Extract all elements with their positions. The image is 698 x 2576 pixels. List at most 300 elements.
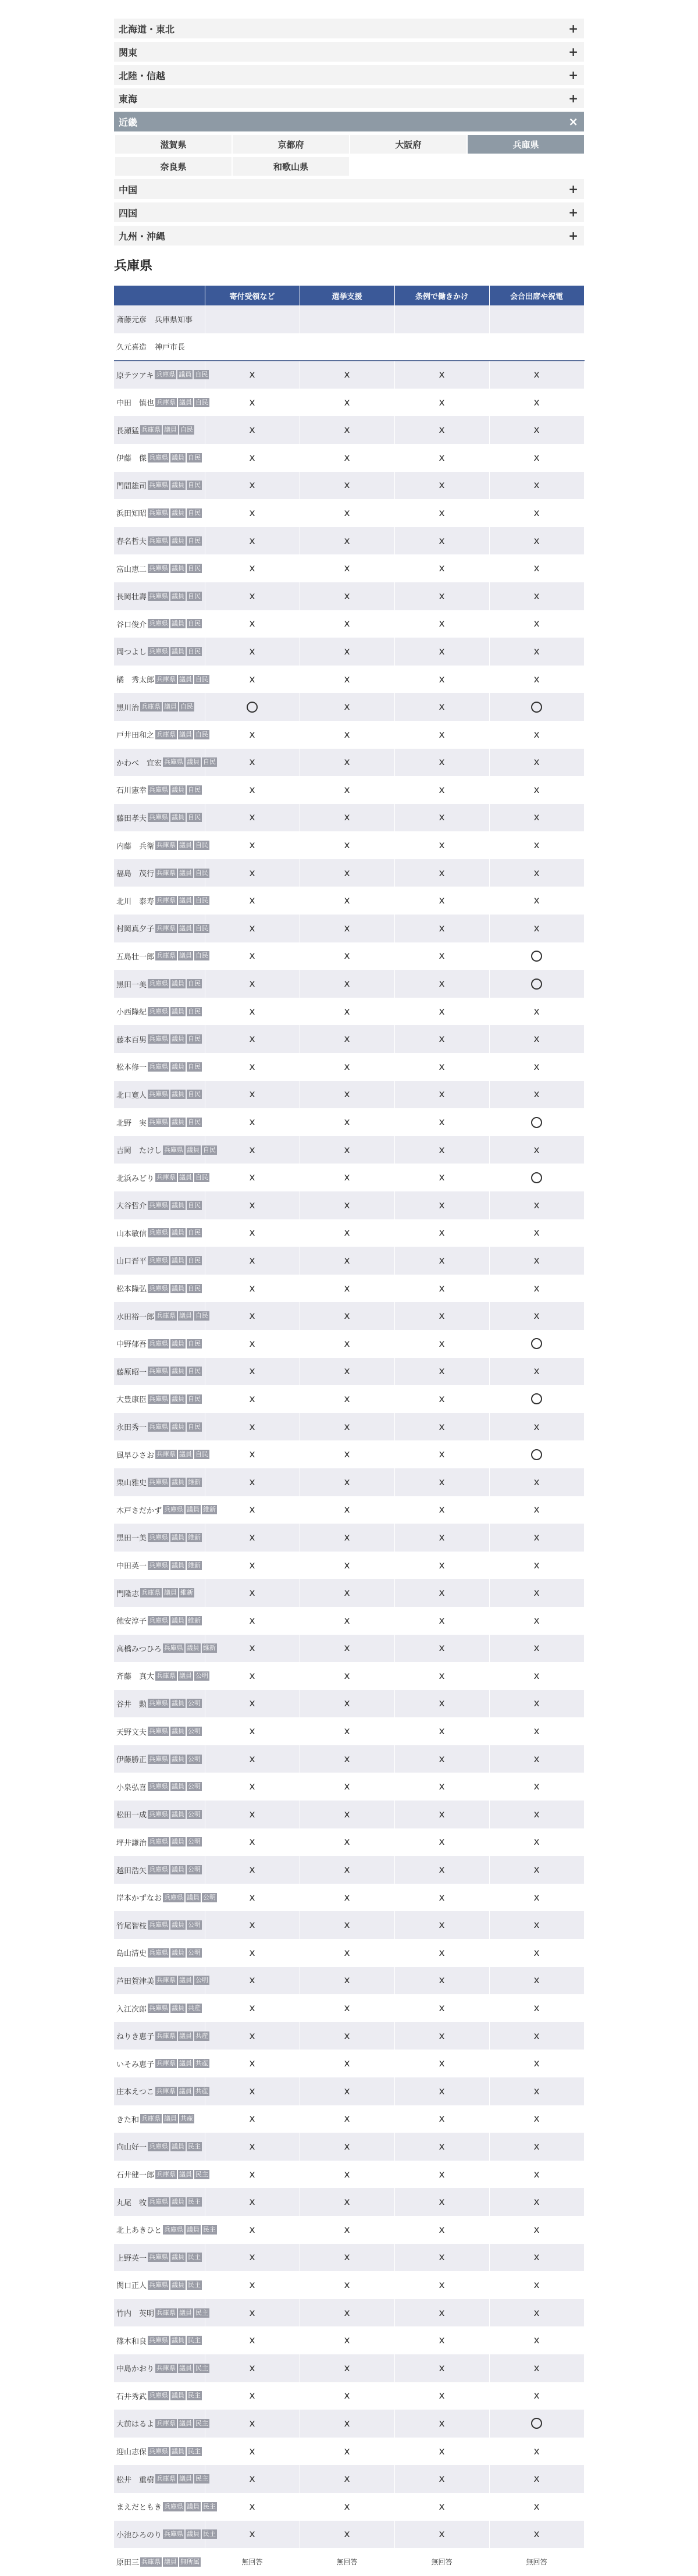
politician-cell	[114, 1552, 205, 1579]
mark-cell	[489, 333, 584, 361]
mark-cell	[489, 2188, 584, 2216]
circle-mark-icon	[531, 1338, 542, 1349]
region-item[interactable]	[114, 65, 584, 85]
cross-mark-icon: x	[533, 922, 540, 934]
mark-cell	[205, 1690, 300, 1718]
affiliation-tag: 議員	[172, 980, 185, 988]
mark-cell	[489, 915, 584, 942]
cross-mark-icon: x	[439, 1449, 445, 1461]
politician-name: 中田 慎也	[116, 399, 155, 408]
politician-name: 山本敏信	[116, 1229, 147, 1239]
mark-cell	[489, 1690, 584, 1718]
mark-cell	[489, 2299, 584, 2327]
affiliation-tag: 兵庫県	[149, 980, 169, 988]
mark-cell	[489, 554, 584, 582]
table-row	[114, 2382, 584, 2410]
table-row	[114, 1496, 584, 1524]
mark-cell	[489, 1579, 584, 1607]
politician-name: 石井秀武	[116, 2392, 147, 2401]
cross-mark-icon: x	[439, 1531, 445, 1543]
cross-mark-icon: x	[439, 839, 445, 852]
politician-name-group	[116, 1809, 202, 1820]
prefecture-item[interactable]: 滋賀県	[115, 135, 232, 154]
cross-mark-icon: x	[249, 1061, 255, 1073]
politician-name-group	[116, 1670, 209, 1681]
affiliation-tag: 議員	[172, 1256, 185, 1264]
cross-mark-icon: x	[249, 1476, 255, 1488]
affiliation-tag: 兵庫県	[149, 2198, 169, 2206]
cross-mark-icon: x	[344, 784, 350, 796]
cross-mark-icon: x	[344, 728, 350, 741]
affiliation-tag: 自民	[188, 592, 201, 600]
affiliation-tag: 兵庫県	[149, 1367, 169, 1375]
cross-mark-icon: x	[249, 1614, 255, 1627]
mark-cell	[300, 2410, 394, 2438]
cross-mark-icon: x	[249, 1919, 255, 1931]
politician-name-group	[116, 2529, 217, 2540]
affiliation-tag: 兵庫県	[141, 426, 161, 434]
politician-name: 大前はるよ	[116, 2420, 155, 2429]
politician-name: 原田三	[116, 2559, 140, 2568]
affiliation-tag: 議員	[172, 1699, 185, 1707]
affiliation-tag: 民主	[188, 2142, 201, 2150]
affiliation-tag: 議員	[172, 1948, 185, 1956]
mark-cell	[205, 444, 300, 472]
mark-cell	[489, 1884, 584, 1912]
affiliation-tag: 議員	[179, 1671, 193, 1680]
affiliation-tag: 兵庫県	[156, 1671, 176, 1680]
cross-mark-icon: x	[249, 1974, 255, 1987]
mark-cell	[489, 1385, 584, 1413]
affiliation-tag: 兵庫県	[149, 592, 169, 600]
politician-name: 斎藤元彦	[116, 316, 147, 325]
politician-cell	[114, 444, 205, 472]
cross-mark-icon: x	[439, 1919, 445, 1931]
cross-mark-icon: x	[344, 1061, 350, 1073]
mark-cell	[489, 1275, 584, 1303]
affiliation-tag: 議員	[172, 1284, 185, 1292]
cross-mark-icon: x	[439, 1144, 445, 1156]
politician-name: 徳安淳子	[116, 1617, 147, 1627]
table-row	[114, 444, 584, 472]
politician-name-group	[116, 1920, 202, 1931]
cross-mark-icon: x	[344, 1088, 350, 1101]
affiliation-tag: 議員	[172, 1838, 185, 1846]
mark-cell	[489, 2050, 584, 2077]
cross-mark-icon: x	[249, 1559, 255, 1571]
mark-cell	[489, 1081, 584, 1109]
circle-mark-icon	[531, 1117, 542, 1128]
politician-name: 伊藤勝正	[116, 1756, 147, 1765]
affiliation-tag: 兵庫県	[149, 536, 169, 545]
affiliation-tag: 民主	[188, 2253, 201, 2261]
cross-mark-icon: x	[344, 2140, 350, 2152]
politician-cell	[114, 2493, 216, 2521]
prefecture-item[interactable]: 大阪府	[350, 135, 466, 154]
affiliation-tag: 議員	[172, 508, 185, 517]
mark-cell	[394, 804, 489, 832]
mark-cell	[300, 1164, 394, 1191]
mark-cell	[300, 2133, 394, 2161]
mark-cell	[394, 1496, 489, 1524]
mark-cell	[394, 2438, 489, 2465]
politician-name: 入江次郎	[116, 2005, 147, 2014]
mark-cell	[489, 2382, 584, 2410]
mark-cell	[489, 416, 584, 444]
politician-name-group	[116, 535, 202, 546]
cross-mark-icon: x	[249, 2528, 255, 2541]
mark-cell	[205, 1302, 300, 1330]
politician-name-group	[116, 1006, 202, 1017]
mark-cell	[489, 2548, 584, 2576]
cross-mark-icon: x	[439, 396, 445, 408]
cross-mark-icon: x	[533, 895, 540, 907]
mark-cell	[394, 1275, 489, 1303]
cross-mark-icon: x	[344, 1365, 350, 1378]
mark-cell	[300, 693, 394, 721]
affiliation-tag: 兵庫県	[156, 2170, 176, 2178]
politician-name: 越田浩矢	[116, 1866, 147, 1876]
affiliation-tag: 議員	[179, 924, 193, 932]
cross-mark-icon: x	[533, 2168, 540, 2180]
politician-name-group	[116, 1643, 217, 1654]
affiliation-tag: 兵庫県	[149, 2392, 169, 2400]
mark-cell	[205, 2521, 300, 2549]
affiliation-tag: 自民	[188, 1090, 201, 1098]
politician-name: 伊藤 傑	[116, 454, 147, 464]
cross-mark-icon: x	[344, 1670, 350, 1682]
mark-cell	[394, 942, 489, 970]
mark-cell	[394, 2022, 489, 2050]
cross-mark-icon: x	[439, 1172, 445, 1184]
cross-mark-icon: x	[344, 1559, 350, 1571]
cross-mark-icon: x	[344, 424, 350, 436]
cross-mark-icon: x	[344, 839, 350, 852]
cross-mark-icon: x	[344, 978, 350, 990]
cross-mark-icon: x	[344, 1033, 350, 1045]
cross-mark-icon: x	[344, 1254, 350, 1266]
politician-name-group	[116, 1227, 202, 1239]
prefecture-item[interactable]: 京都府	[233, 135, 349, 154]
mark-cell	[300, 1552, 394, 1579]
mark-cell	[300, 1219, 394, 1247]
mark-cell	[205, 887, 300, 915]
affiliation-tag: 議員	[179, 841, 193, 849]
politician-cell	[114, 472, 205, 500]
table-row	[114, 1967, 584, 1995]
politician-name: 北浜みどり	[116, 1174, 155, 1183]
affiliation-tag: 議員	[187, 1506, 200, 1514]
mark-cell	[394, 970, 489, 998]
table-row	[114, 305, 584, 333]
affiliation-tag: 民主	[195, 2364, 209, 2372]
table-row	[114, 749, 584, 777]
table-row	[114, 1108, 584, 1136]
table-row	[114, 416, 584, 444]
cross-mark-icon: x	[533, 2500, 540, 2513]
mark-cell	[394, 2382, 489, 2410]
prefecture-item[interactable]: 兵庫県	[468, 135, 584, 154]
politician-name: 松本隆弘	[116, 1285, 147, 1294]
mark-cell	[394, 2493, 489, 2521]
mark-cell	[489, 2438, 584, 2465]
cross-mark-icon: x	[344, 2362, 350, 2374]
politician-name: 北川 泰寿	[116, 897, 155, 906]
affiliation-tag: 議員	[172, 1367, 185, 1375]
cross-mark-icon: x	[439, 1337, 445, 1350]
mark-cell	[489, 499, 584, 527]
mark-cell	[300, 1468, 394, 1496]
cross-mark-icon: x	[344, 1144, 350, 1156]
mark-cell	[489, 1635, 584, 1663]
affiliation-tag: 共産	[188, 2004, 201, 2012]
cross-mark-icon: x	[249, 451, 255, 464]
affiliation-tag: 民主	[203, 2502, 216, 2510]
mark-cell	[300, 1773, 394, 1801]
cross-mark-icon: x	[439, 1836, 445, 1848]
politician-name: 迎山志保	[116, 2448, 147, 2457]
affiliation-tag: 共産	[195, 2087, 208, 2095]
prefecture-item[interactable]: 奈良県	[115, 157, 232, 176]
politician-name-group	[116, 1615, 202, 1626]
politician-cell	[114, 693, 205, 721]
table-row	[114, 1773, 584, 1801]
cross-mark-icon: x	[439, 2473, 445, 2485]
cross-mark-icon: x	[249, 396, 255, 408]
table-row	[114, 1302, 584, 1330]
cross-mark-icon: x	[249, 507, 255, 519]
affiliation-tag: 兵庫県	[149, 1256, 169, 1264]
cross-mark-icon: x	[344, 2030, 350, 2042]
mark-cell	[205, 1884, 300, 1912]
mark-cell	[394, 1911, 489, 1939]
politician-name: 門間雄司	[116, 482, 147, 491]
column-header: 寄付受領など	[205, 286, 300, 305]
mark-cell	[300, 1939, 394, 1967]
cross-mark-icon: x	[249, 784, 255, 796]
politician-name: 小西隆紀	[116, 1008, 147, 1017]
cross-mark-icon: x	[533, 2113, 540, 2125]
region-item[interactable]	[114, 42, 584, 62]
affiliation-tag: 自民	[188, 1339, 201, 1347]
cross-mark-icon: x	[344, 2223, 350, 2236]
politician-name: 斉藤 真大	[116, 1673, 155, 1682]
cross-mark-icon: x	[439, 645, 445, 657]
politician-name: 原テツアキ	[116, 371, 154, 380]
politician-name: 高橋みつひろ	[116, 1645, 162, 1654]
mark-cell	[489, 1496, 584, 1524]
mark-cell	[205, 2161, 300, 2189]
mark-cell	[394, 831, 489, 859]
politician-name: 水田裕一郎	[116, 1312, 155, 1322]
mark-cell	[394, 2548, 489, 2576]
mark-cell	[394, 333, 489, 361]
cross-mark-icon: x	[533, 1033, 540, 1045]
politician-cell	[114, 582, 205, 610]
mark-cell	[300, 776, 394, 804]
region-item[interactable]	[114, 19, 584, 38]
cross-mark-icon: x	[439, 2307, 445, 2319]
mark-cell	[394, 638, 489, 666]
cross-mark-icon: x	[533, 2058, 540, 2070]
mark-cell	[205, 804, 300, 832]
cross-mark-icon: x	[533, 1421, 540, 1433]
cross-mark-icon: x	[344, 1504, 350, 1516]
politician-cell	[114, 2465, 209, 2493]
region-list-top	[114, 19, 584, 108]
mark-cell	[394, 416, 489, 444]
cross-mark-icon: x	[533, 2362, 540, 2374]
region-item[interactable]	[114, 179, 584, 199]
table-row	[114, 1801, 584, 1828]
affiliation-tag: 自民	[188, 647, 201, 655]
circle-mark-icon	[531, 951, 542, 962]
cross-mark-icon: x	[439, 1365, 445, 1378]
prefecture-item[interactable]: 和歌山県	[233, 157, 349, 176]
affiliation-tag: 兵庫県	[149, 620, 169, 628]
affiliation-tag: 議員	[172, 481, 185, 489]
cross-mark-icon: x	[439, 1421, 445, 1433]
table-row	[114, 1607, 584, 1635]
affiliation-tag: 兵庫県	[164, 758, 184, 766]
politician-name: 中田英一	[116, 1562, 147, 1571]
politician-name: 松田一成	[116, 1811, 147, 1820]
politician-cell	[114, 1108, 205, 1136]
mark-cell	[205, 915, 300, 942]
politician-name-group	[116, 1865, 202, 1876]
mark-cell	[205, 1828, 300, 1856]
section-title: 兵庫県	[114, 259, 153, 273]
politician-name: 黒田一美	[116, 980, 147, 990]
mark-cell	[489, 1939, 584, 1967]
cross-mark-icon: x	[249, 2251, 255, 2264]
politician-name: 吉岡 たけし	[116, 1147, 162, 1156]
region-item[interactable]	[114, 226, 584, 245]
affiliation-tag: 民主	[188, 2198, 201, 2206]
mark-cell	[394, 1413, 489, 1441]
mark-cell	[394, 1967, 489, 1995]
table-row	[114, 499, 584, 527]
politician-name: 橘 秀太郎	[116, 676, 155, 685]
cross-mark-icon: x	[249, 812, 255, 824]
region-kinki[interactable]	[114, 112, 584, 131]
mark-cell	[205, 333, 300, 361]
affiliation-tag: 兵庫県	[149, 2253, 169, 2261]
cross-mark-icon: x	[249, 369, 255, 381]
affiliation-tag: 兵庫県	[164, 2225, 184, 2233]
politician-cell	[114, 2326, 205, 2354]
cross-mark-icon: x	[533, 2223, 540, 2236]
mark-cell	[205, 1635, 300, 1663]
politician-name: 中野郁吾	[116, 1340, 147, 1350]
cross-mark-icon: x	[533, 1753, 540, 1765]
mark-cell	[205, 472, 300, 500]
mark-cell	[394, 1385, 489, 1413]
mark-cell	[489, 1856, 584, 1884]
cross-mark-icon: x	[249, 1254, 255, 1266]
politician-cell	[114, 2548, 205, 2576]
affiliation-tag: 議員	[164, 703, 177, 711]
cross-mark-icon: x	[344, 2279, 350, 2291]
cross-mark-icon: x	[439, 2085, 445, 2097]
mark-cell	[300, 2022, 394, 2050]
politician-name-group	[116, 1117, 202, 1128]
affiliation-tag: 議員	[172, 1810, 185, 1818]
mark-cell	[394, 1468, 489, 1496]
mark-cell	[205, 2326, 300, 2354]
table-row	[114, 1025, 584, 1053]
circle-mark-icon	[531, 1393, 542, 1404]
affiliation-tag: 議員	[179, 2170, 193, 2178]
cross-mark-icon: x	[533, 1919, 540, 1931]
table-row	[114, 1330, 584, 1358]
mark-cell	[300, 1136, 394, 1164]
table-row	[114, 527, 584, 555]
affiliation-tag: 兵庫県	[141, 2557, 161, 2566]
region-item[interactable]	[114, 202, 584, 222]
affiliation-tag: 議員	[186, 1644, 200, 1652]
mark-cell	[300, 2465, 394, 2493]
politician-name: 福島 茂行	[116, 870, 155, 879]
mark-cell	[205, 1468, 300, 1496]
politician-name: まえだともき	[116, 2503, 162, 2513]
affiliation-tag: 自民	[195, 924, 209, 932]
mark-cell	[394, 1552, 489, 1579]
affiliation-tag: 兵庫県	[149, 1062, 169, 1070]
politician-name: 戸井田和之	[116, 731, 155, 741]
cross-mark-icon: x	[533, 867, 540, 879]
mark-cell	[394, 1773, 489, 1801]
cross-mark-icon: x	[344, 922, 350, 934]
mark-cell	[394, 2326, 489, 2354]
region-item[interactable]	[114, 88, 584, 108]
politician-name: 篠木和良	[116, 2337, 147, 2346]
region-label: 近畿	[119, 116, 138, 128]
affiliation-tag: 兵庫県	[156, 675, 176, 683]
affiliation-tag: 公明	[203, 1893, 216, 1901]
cross-mark-icon: x	[533, 728, 540, 741]
politician-cell	[114, 2410, 209, 2438]
cross-mark-icon: x	[344, 1476, 350, 1488]
cross-mark-icon: x	[439, 867, 445, 879]
politician-name: 大豊康臣	[116, 1396, 147, 1405]
table-row	[114, 2410, 584, 2438]
mark-cell	[205, 1967, 300, 1995]
affiliation-tag: 兵庫県	[156, 1450, 176, 1458]
mark-cell	[489, 693, 584, 721]
mark-cell	[489, 1994, 584, 2022]
no-answer-text: 無回答	[241, 2558, 263, 2567]
affiliation-tag: 議員	[179, 2475, 193, 2483]
cross-mark-icon: x	[344, 1337, 350, 1350]
cross-mark-icon: x	[249, 618, 255, 630]
affiliation-tag: 兵庫県	[149, 1007, 169, 1015]
mark-cell	[205, 2216, 300, 2244]
mark-cell	[205, 361, 300, 389]
cross-mark-icon: x	[249, 1698, 255, 1710]
mark-cell	[489, 305, 584, 333]
mark-cell	[300, 389, 394, 417]
no-answer-text: 無回答	[431, 2558, 453, 2567]
table-row	[114, 1524, 584, 1552]
affiliation-tag: 民主	[195, 2308, 209, 2317]
mark-cell	[489, 2133, 584, 2161]
cross-mark-icon: x	[533, 369, 540, 381]
table-row	[114, 638, 584, 666]
mark-cell	[489, 582, 584, 610]
mark-cell	[300, 499, 394, 527]
mark-cell	[300, 1579, 394, 1607]
